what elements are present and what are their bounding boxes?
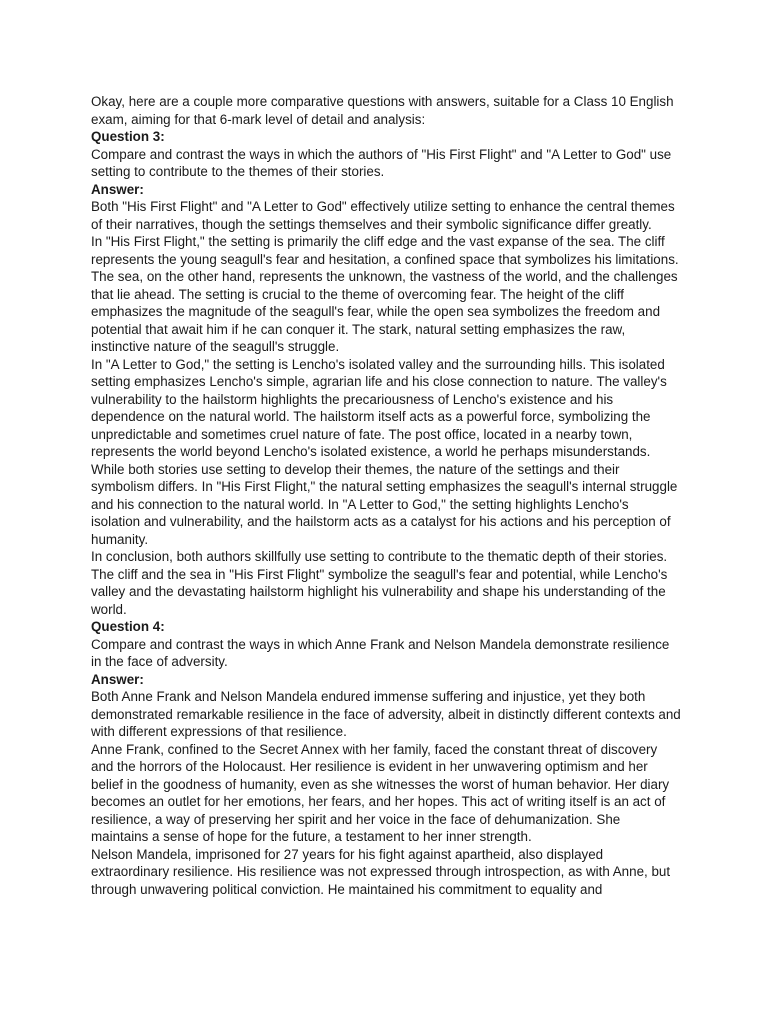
question-3-answer-heading: Answer: (91, 181, 144, 197)
question-4-answer-paragraph: Anne Frank, confined to the Secret Annex with her family, faced the constant threat of discovery and the horrors of the Holocaust. Her resilience is evident in her unwavering optimism and her belief in the goodness of humanity, even as she witnesses the worst of human behavior. Her diary becomes an outlet for her emotions, her fears, and her hopes. This act of writing itself is an act of resilience, a way of preserving her spirit and her voice in the face of dehumanization. She maintains a sense of hope for the future, a testament to her inner strength. (91, 741, 670, 844)
question-3-answer-paragraph: In "His First Flight," the setting is primarily the cliff edge and the vast expanse of the sea. The cliff represents the young seagull's fear and hesitation, a confined space that symbolizes his limitations. The sea, on the other hand, represents the unknown, the vastness of the world, and the challenges that lie ahead. The setting is crucial to the theme of overcoming fear. The height of the cliff emphasizes the magnitude of the seagull's fear, while the open sea symbolizes the freedom and potential that await him if he can conquer it. The stark, natural setting emphasizes the raw, instinctive nature of the seagull's struggle. (91, 234, 679, 354)
question-3-heading: Question 3: (91, 129, 165, 144)
question-4-answer-paragraph: Both Anne Frank and Nelson Mandela endured immense suffering and injustice, yet they both demonstrated remarkable resilience in the face of adversity, albeit in distinctly different contexts and with different expressions of that resilience. (91, 689, 681, 739)
question-3-answer-paragraph: Both "His First Flight" and "A Letter to God" effectively utilize setting to enhance the central themes of their narratives, though the settings themselves and their symbolic significance differ greatly. (91, 199, 675, 232)
question-3-answer-paragraph: While both stories use setting to develop their themes, the nature of the settings and their symbolism differs. In "His First Flight," the natural setting emphasizes the seagull's internal struggle and his connection to the natural world. In "A Letter to God," the setting highlights Lencho's isolation and vulnerability, and the hailstorm acts as a catalyst for his actions and his perception of humanity. (91, 461, 678, 547)
question-4-text: Compare and contrast the ways in which Anne Frank and Nelson Mandela demonstrate resilience in the face of adversity. (91, 636, 670, 669)
document-body (91, 93, 681, 898)
question-4-heading: Question 4: (91, 619, 165, 634)
question-3-answer-paragraph: In "A Letter to God," the setting is Lencho's isolated valley and the surrounding hills. This isolated setting emphasizes Lencho's simple, agrarian life and his close connection to nature. The valley's vulnerability to the hailstorm highlights the precariousness of Lencho's existence and his dependence on the natural world. The hailstorm itself acts as a powerful force, symbolizing the unpredictable and sometimes cruel nature of fate. The post office, located in a nearby town, represents the world beyond Lencho's isolated existence, a world he perhaps misunderstands. (91, 356, 667, 459)
intro-paragraph: Okay, here are a couple more comparative questions with answers, suitable for a Class 10 English exam, aiming for that 6-mark level of detail and analysis: (91, 94, 674, 127)
question-3-answer-paragraph: In conclusion, both authors skillfully use setting to contribute to the thematic depth of their stories. The cliff and the sea in "His First Flight" symbolize the seagull's fear and potential, while Lencho's valley and the devastating hailstorm highlight his vulnerability and shape his understanding of the world. (91, 549, 668, 617)
question-4-answer-paragraph: Nelson Mandela, imprisoned for 27 years for his fight against apartheid, also displayed extraordinary resilience. His resilience was not expressed through introspection, as with Anne, but through unwavering political conviction. He maintained his commitment to equality and (91, 846, 671, 897)
question-3-text: Compare and contrast the ways in which the authors of "His First Flight" and "A Letter to God" use setting to contribute to the themes of their stories. (91, 146, 672, 179)
question-4-answer-heading: Answer: (91, 671, 144, 687)
